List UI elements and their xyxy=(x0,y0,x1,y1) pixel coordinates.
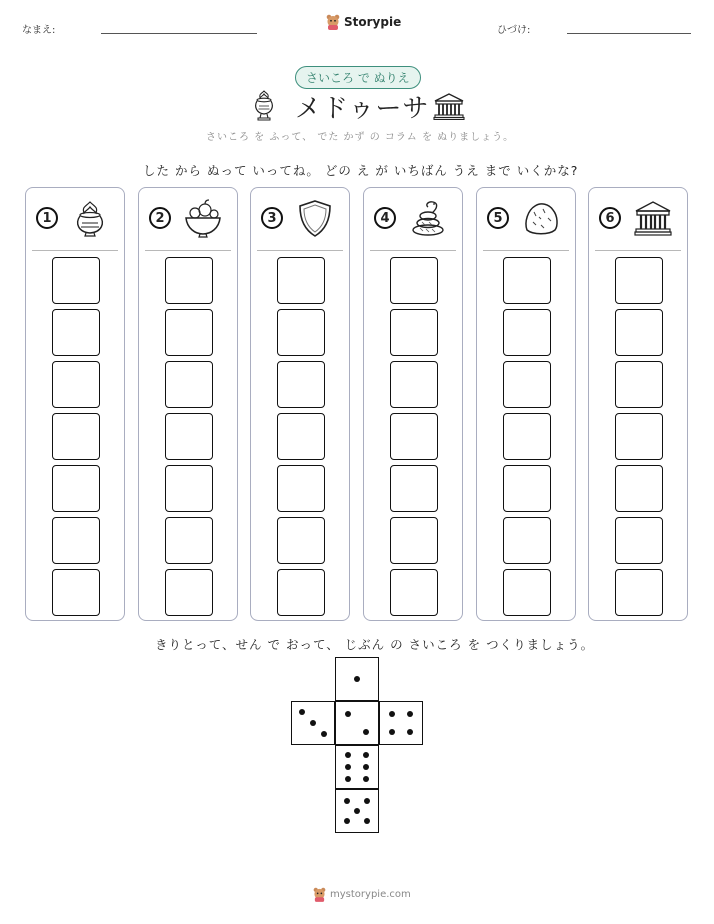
dice-face-2 xyxy=(335,701,379,745)
coloring-box[interactable] xyxy=(390,569,438,616)
date-label: ひづけ: xyxy=(497,25,531,36)
coloring-box[interactable] xyxy=(503,465,551,512)
dice-pip xyxy=(407,729,413,735)
instruction: した から ぬって いってね。 どの え が いちばん うえ まで いくかな? xyxy=(143,163,579,178)
dice-pip xyxy=(389,711,395,717)
coloring-box[interactable] xyxy=(52,413,100,460)
dice-pip xyxy=(310,720,316,726)
column-divider xyxy=(370,250,456,251)
coloring-box[interactable] xyxy=(277,257,325,304)
brand-logo xyxy=(326,14,401,30)
coloring-box[interactable] xyxy=(390,309,438,356)
coloring-box[interactable] xyxy=(165,413,213,460)
subtitle: さいころ を ふって、 でた かず の コラム を ぬりましょう。 xyxy=(206,132,515,143)
dice-face-6 xyxy=(335,745,379,789)
column-divider xyxy=(483,250,569,251)
snake-icon xyxy=(408,198,448,238)
coloring-box[interactable] xyxy=(390,361,438,408)
coloring-box[interactable] xyxy=(390,413,438,460)
coloring-box[interactable] xyxy=(277,569,325,616)
dice-pip xyxy=(363,729,369,735)
coloring-box[interactable] xyxy=(165,569,213,616)
dice-face-5 xyxy=(335,789,379,833)
coloring-box[interactable] xyxy=(277,309,325,356)
dice-pip xyxy=(345,764,351,770)
column-4 xyxy=(363,187,463,621)
dice-pip xyxy=(364,798,370,804)
coloring-box[interactable] xyxy=(165,309,213,356)
column-5 xyxy=(476,187,576,621)
column-number: 3 xyxy=(261,207,283,229)
column-1 xyxy=(25,187,125,621)
temple-icon xyxy=(433,92,465,120)
column-number: 5 xyxy=(487,207,509,229)
name-line xyxy=(101,33,257,34)
column-divider xyxy=(595,250,681,251)
dice-pip xyxy=(389,729,395,735)
dice-pip xyxy=(364,818,370,824)
dice-pip xyxy=(344,818,350,824)
urn-icon xyxy=(252,89,276,121)
column-number: 2 xyxy=(149,207,171,229)
coloring-box[interactable] xyxy=(277,465,325,512)
coloring-box[interactable] xyxy=(503,517,551,564)
coloring-box[interactable] xyxy=(390,257,438,304)
coloring-box[interactable] xyxy=(52,517,100,564)
coloring-box[interactable] xyxy=(52,309,100,356)
bear-icon xyxy=(326,14,340,30)
dice-pip xyxy=(344,798,350,804)
footer xyxy=(313,887,411,902)
coloring-box[interactable] xyxy=(615,257,663,304)
coloring-box[interactable] xyxy=(615,465,663,512)
coloring-box[interactable] xyxy=(615,361,663,408)
dice-face-3 xyxy=(291,701,335,745)
urn-icon xyxy=(70,198,110,238)
coloring-box[interactable] xyxy=(390,517,438,564)
coloring-box[interactable] xyxy=(277,413,325,460)
coloring-box[interactable] xyxy=(615,569,663,616)
column-number: 1 xyxy=(36,207,58,229)
coloring-box[interactable] xyxy=(277,361,325,408)
bear-icon xyxy=(313,887,326,902)
footer-url: mystorypie.com xyxy=(330,889,411,900)
coloring-box[interactable] xyxy=(165,517,213,564)
rock-icon xyxy=(521,198,561,238)
coloring-box[interactable] xyxy=(503,361,551,408)
dice-pip xyxy=(354,676,360,682)
coloring-box[interactable] xyxy=(503,413,551,460)
coloring-box[interactable] xyxy=(615,309,663,356)
column-6 xyxy=(588,187,688,621)
dice-pip xyxy=(321,731,327,737)
coloring-box[interactable] xyxy=(165,465,213,512)
column-divider xyxy=(257,250,343,251)
dice-pip xyxy=(345,752,351,758)
activity-tag: さいころ で ぬりえ xyxy=(295,66,421,89)
column-divider xyxy=(32,250,118,251)
fruit-bowl-icon xyxy=(183,198,223,238)
shield-icon xyxy=(295,198,335,238)
page-title: メドゥーサ xyxy=(295,94,430,124)
coloring-box[interactable] xyxy=(52,361,100,408)
brand-name: Storypie xyxy=(344,15,402,29)
coloring-box[interactable] xyxy=(165,257,213,304)
dice-pip xyxy=(354,808,360,814)
column-2 xyxy=(138,187,238,621)
coloring-box[interactable] xyxy=(615,413,663,460)
coloring-box[interactable] xyxy=(503,309,551,356)
column-number: 6 xyxy=(599,207,621,229)
dice-pip xyxy=(345,711,351,717)
dice-pip xyxy=(407,711,413,717)
coloring-box[interactable] xyxy=(277,517,325,564)
coloring-box[interactable] xyxy=(52,569,100,616)
name-label: なまえ: xyxy=(22,25,56,36)
dice-pip xyxy=(363,776,369,782)
dice-face-4 xyxy=(379,701,423,745)
cut-instruction: きりとって、せん で おって、 じぶん の さいころ を つくりましょう。 xyxy=(155,637,595,652)
dice-pip xyxy=(299,709,305,715)
coloring-box[interactable] xyxy=(52,257,100,304)
date-line xyxy=(567,33,691,34)
column-3 xyxy=(250,187,350,621)
coloring-box[interactable] xyxy=(390,465,438,512)
dice-face-1 xyxy=(335,657,379,701)
column-divider xyxy=(145,250,231,251)
dice-pip xyxy=(363,764,369,770)
coloring-box[interactable] xyxy=(503,569,551,616)
coloring-box[interactable] xyxy=(615,517,663,564)
coloring-box[interactable] xyxy=(503,257,551,304)
dice-pip xyxy=(363,752,369,758)
temple-icon xyxy=(633,198,673,238)
column-number: 4 xyxy=(374,207,396,229)
dice-pip xyxy=(345,776,351,782)
coloring-box[interactable] xyxy=(52,465,100,512)
coloring-box[interactable] xyxy=(165,361,213,408)
